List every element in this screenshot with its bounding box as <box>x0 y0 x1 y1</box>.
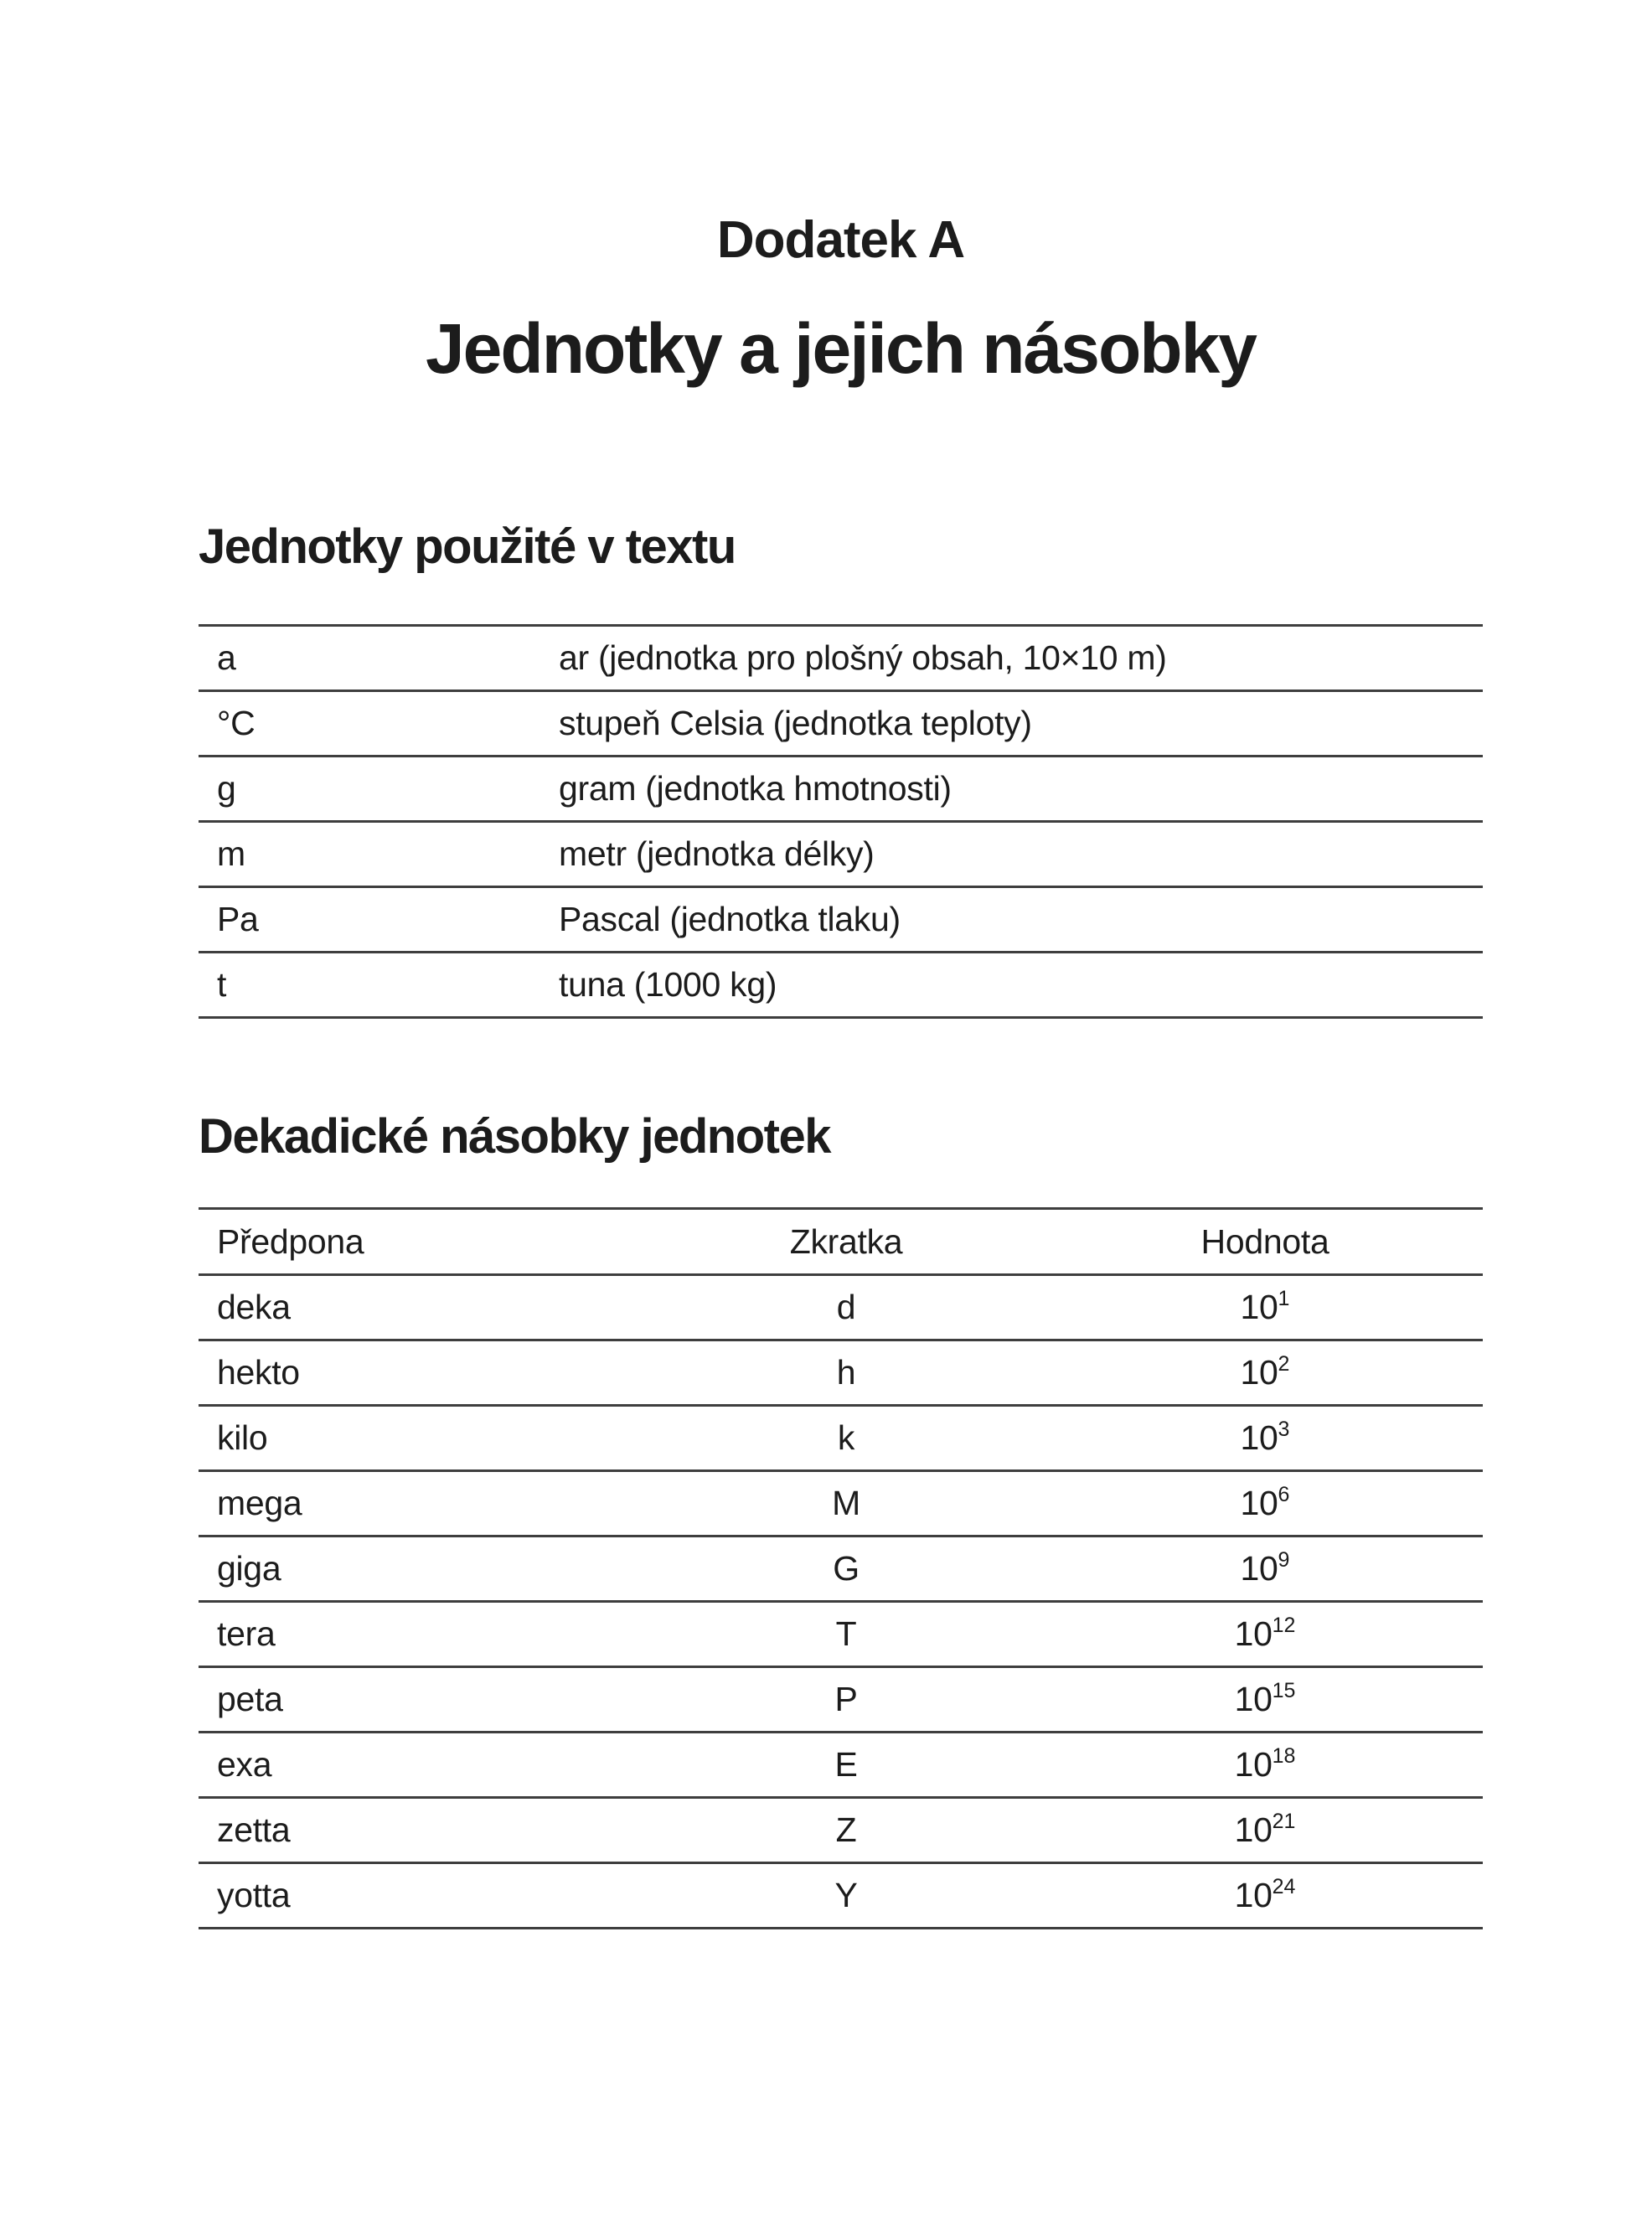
value-base: 10 <box>1234 1614 1273 1653</box>
unit-description-cell: metr (jednotka délky) <box>559 834 875 873</box>
value-cell <box>1047 1614 1483 1654</box>
value-cell <box>1047 1418 1483 1458</box>
value-exponent: 15 <box>1272 1679 1296 1702</box>
prefix-cell: hekto <box>217 1353 300 1392</box>
value-base: 10 <box>1240 1418 1278 1457</box>
prefix-cell: giga <box>217 1549 281 1588</box>
unit-description-cell: gram (jednotka hmotnosti) <box>559 769 952 808</box>
prefixes-table <box>199 1207 1483 1929</box>
table-row <box>199 888 1483 953</box>
column-header-hodnota: Hodnota <box>1200 1221 1329 1261</box>
table-row <box>199 1668 1483 1733</box>
units-table <box>199 624 1483 1019</box>
unit-description-cell: stupeň Celsia (jednotka teploty) <box>559 704 1032 742</box>
value-cell <box>1047 1745 1483 1784</box>
value-base: 10 <box>1234 1876 1273 1914</box>
unit-symbol-cell: g <box>217 769 236 808</box>
table-row <box>199 627 1483 692</box>
value-base: 10 <box>1234 1745 1273 1784</box>
prefix-cell: exa <box>217 1745 272 1784</box>
abbreviation-cell: M <box>832 1484 860 1522</box>
value-exponent: 3 <box>1278 1418 1290 1441</box>
table-row <box>199 1537 1483 1603</box>
column-header-zkratka: Zkratka <box>789 1221 903 1261</box>
value-exponent: 18 <box>1272 1744 1296 1768</box>
value-base: 10 <box>1234 1680 1273 1718</box>
value-exponent: 9 <box>1278 1548 1290 1572</box>
table-row <box>199 1733 1483 1799</box>
table-row <box>199 823 1483 888</box>
table-row <box>199 1799 1483 1864</box>
table-row <box>199 1407 1483 1472</box>
value-cell <box>1047 1353 1483 1392</box>
abbreviation-cell: h <box>836 1353 856 1392</box>
abbreviation-cell: T <box>835 1614 857 1653</box>
table-row <box>199 1472 1483 1537</box>
value-exponent: 1 <box>1278 1287 1290 1310</box>
unit-symbol-cell: Pa <box>217 900 259 938</box>
abbreviation-cell: G <box>833 1549 860 1588</box>
value-exponent: 12 <box>1272 1614 1296 1637</box>
abbreviation-cell: E <box>834 1745 858 1784</box>
unit-symbol-cell: °C <box>217 704 256 742</box>
unit-symbol-cell: m <box>217 834 245 873</box>
abbreviation-cell: d <box>836 1288 856 1326</box>
prefix-cell: mega <box>217 1484 302 1522</box>
prefix-cell: kilo <box>217 1418 268 1457</box>
value-exponent: 24 <box>1272 1875 1296 1898</box>
value-cell <box>1047 1288 1483 1327</box>
table-row <box>199 1276 1483 1341</box>
value-base: 10 <box>1240 1353 1278 1392</box>
abbreviation-cell: Y <box>834 1876 858 1914</box>
column-header-predpona: Předpona <box>217 1221 364 1261</box>
value-base: 10 <box>1240 1484 1278 1522</box>
unit-description-cell: tuna (1000 kg) <box>559 965 777 1004</box>
table-row <box>199 953 1483 1019</box>
value-cell <box>1047 1549 1483 1588</box>
page-content <box>199 211 1483 1929</box>
prefix-cell: deka <box>217 1288 291 1326</box>
section-heading-prefixes: Dekadické násobky jednotek <box>199 1109 830 1164</box>
value-base: 10 <box>1240 1549 1278 1588</box>
unit-symbol-cell: t <box>217 965 227 1004</box>
table-row <box>199 1603 1483 1668</box>
unit-description-cell: ar (jednotka pro plošný obsah, 10×10 m) <box>559 638 1167 677</box>
abbreviation-cell: P <box>834 1680 858 1718</box>
value-cell <box>1047 1680 1483 1719</box>
unit-description-cell: Pascal (jednotka tlaku) <box>559 900 901 938</box>
value-base: 10 <box>1234 1810 1273 1849</box>
table-row <box>199 692 1483 757</box>
value-cell <box>1047 1484 1483 1523</box>
appendix-kicker: Dodatek A <box>716 211 965 269</box>
section-heading-units: Jednotky použité v textu <box>199 519 736 574</box>
value-exponent: 2 <box>1278 1352 1290 1376</box>
prefix-cell: peta <box>217 1680 283 1718</box>
table-row <box>199 1341 1483 1407</box>
value-cell <box>1047 1876 1483 1915</box>
table-row <box>199 1864 1483 1929</box>
table-header-row <box>199 1210 1483 1276</box>
abbreviation-cell: Z <box>835 1810 857 1849</box>
table-row <box>199 757 1483 823</box>
value-cell <box>1047 1810 1483 1850</box>
page-title: Jednotky a jejich násobky <box>425 309 1257 388</box>
unit-symbol-cell: a <box>217 638 236 677</box>
value-base: 10 <box>1240 1288 1278 1326</box>
abbreviation-cell: k <box>837 1418 855 1457</box>
value-exponent: 21 <box>1272 1810 1296 1833</box>
prefix-cell: tera <box>217 1614 276 1653</box>
value-exponent: 6 <box>1278 1483 1290 1506</box>
prefix-cell: zetta <box>217 1810 291 1849</box>
prefix-cell: yotta <box>217 1876 291 1914</box>
